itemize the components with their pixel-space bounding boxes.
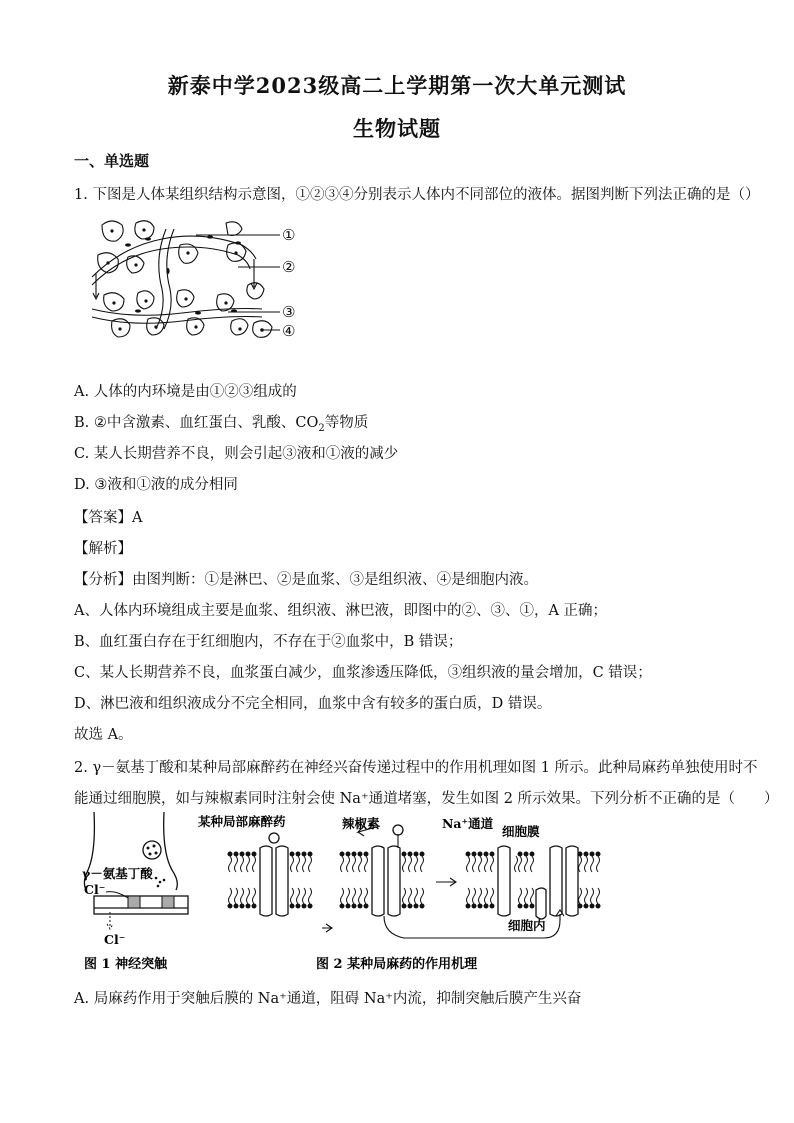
q1-analysis-line: B、血红蛋白存在于红细胞内，不存在于②血浆中，B 错误； [74, 634, 463, 650]
label-1: ① [282, 226, 296, 244]
q1-analysis-heading: 【解析】 [74, 541, 132, 557]
exam-subtitle: 生物试题 [353, 116, 441, 141]
q1-analysis-line: A、人体内环境组成主要是血浆、组织液、淋巴液，即图中的②、③、①，A 正确； [74, 603, 608, 619]
chloride-label-bottom: Cl⁻ [104, 932, 126, 947]
q2-stem-line2: 能通过细胞膜，如与辣椒素同时注射会使 Na⁺通道堵塞，发生如图 2 所示效果。下列分析不正确的是（ ） [74, 791, 779, 807]
figure1-caption: 图 1 神经突触 [84, 957, 168, 972]
label-3: ③ [282, 303, 296, 321]
q1-option-d: D. ③液和①液的成分相同 [74, 477, 238, 493]
cell-membrane-label: 细胞膜 [502, 824, 540, 839]
figure2-caption: 图 2 某种局麻药的作用机理 [316, 957, 478, 972]
cell-interior-label: 细胞内 [508, 918, 546, 933]
anesthetic-label: 某种局部麻醉药 [198, 814, 286, 829]
anesthetic-mechanism-figure [80, 812, 720, 977]
q1-analysis-line: C、某人长期营养不良，血浆蛋白减少，血浆渗透压降低，③组织液的量会增加，C 错误； [74, 665, 652, 681]
q1-analysis-line: 【分析】由图判断：①是淋巴、②是血浆、③是组织液、④是细胞内液。 [74, 572, 538, 588]
q1-analysis-line: D、淋巴液和组织液成分不完全相同，血浆中含有较多的蛋白质，D 错误。 [74, 696, 552, 712]
q1-answer: 【答案】A [74, 510, 143, 526]
q1-option-c: C. 某人长期营养不良，则会引起③液和①液的减少 [74, 446, 399, 462]
tissue-structure-figure [88, 215, 318, 355]
label-2: ② [282, 258, 296, 276]
chloride-label-top: Cl⁻ [84, 882, 106, 897]
exam-title: 新泰中学2023级高二上学期第一次大单元测试 [167, 73, 627, 98]
sodium-channel-label: Na⁺通道 [442, 816, 494, 831]
section-heading: 一、单选题 [74, 152, 150, 170]
q1-stem: 1. 下图是人体某组织结构示意图，①②③④分别表示人体内不同部位的液体。据图判断下列法正确的是（） [74, 187, 760, 203]
capsaicin-label: 辣椒素 [342, 816, 380, 831]
q1-option-b: B. ②中含激素、血红蛋白、乳酸、$CO_2$等物质 [74, 415, 369, 434]
label-4: ④ [282, 322, 296, 340]
q2-stem-line1: 2. γ－氨基丁酸和某种局部麻醉药在神经兴奋传递过程中的作用机理如图 1 所示。此种局麻药单独使用时不 [74, 760, 758, 776]
gaba-label: γ－氨基丁酸 [82, 866, 153, 881]
q1-analysis-line: 故选 A。 [74, 727, 133, 743]
q1-option-a: A. 人体的内环境是由①②③组成的 [74, 384, 297, 400]
q2-option-a: A. 局麻药作用于突触后膜的 Na⁺通道，阻碍 Na⁺内流，抑制突触后膜产生兴奋 [74, 991, 582, 1007]
